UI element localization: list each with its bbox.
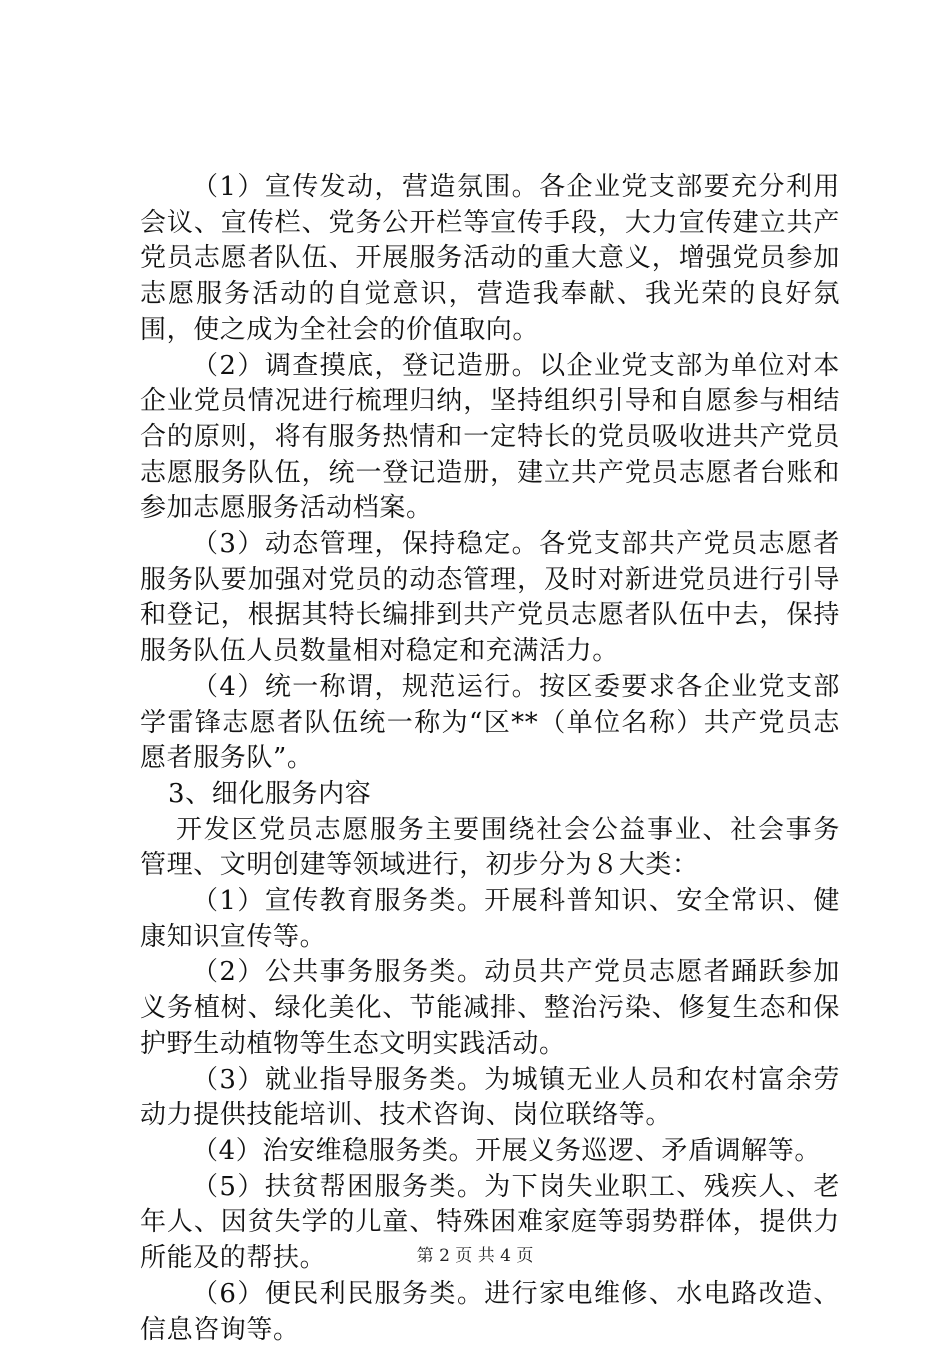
paragraph-category-convenience-services: （6）便民利民服务类。进行家电维修、水电路改造、信息咨询等。 xyxy=(140,1278,840,1345)
paragraph-dynamic-management: （3）动态管理，保持稳定。各党支部共产党员志愿者服务队要加强对党员的动态管理，及时对新进党员进行引导和登记，根据其特长编排到共产党员志愿者队伍中去，保持服务队伍人员数量相对稳定和充满活力。 xyxy=(140,529,840,667)
paragraph-service-overview: 开发区党员志愿服务主要围绕社会公益事业、社会事务管理、文明创建等领域进行，初步分为８大类： xyxy=(140,814,840,881)
paragraph-category-public-affairs: （2）公共事务服务类。动员共产党员志愿者踊跃参加义务植树、绿化美化、节能减排、整治污染、修复生态和保护野生动植物等生态文明实践活动。 xyxy=(140,957,840,1059)
paragraph-survey-registration: （2）调查摸底，登记造册。以企业党支部为单位对本企业党员情况进行梳理归纳，坚持组织引导和自愿参与相结合的原则，将有服务热情和一定特长的党员吸收进共产党员志愿服务队伍，统一登记造册，建立共产党员志愿者台账和参加志愿服务活动档案。 xyxy=(140,350,840,524)
paragraph-category-publicity-education: （1）宣传教育服务类。开展科普知识、安全常识、健康知识宣传等。 xyxy=(140,886,840,952)
paragraph-category-employment-guidance: （3）就业指导服务类。为城镇无业人员和农村富余劳动力提供技能培训、技术咨询、岗位联络等。 xyxy=(140,1064,840,1131)
page-footer: 第 2 页 共 4 页 xyxy=(416,1246,534,1266)
paragraph-category-poverty-relief: （5）扶贫帮困服务类。为下岗失业职工、残疾人、老年人、因贫失学的儿童、特殊困难家庭等弱势群体，提供力所能及的帮扶。 xyxy=(140,1171,840,1274)
paragraph-category-public-security: （4）治安维稳服务类。开展义务巡逻、矛盾调解等。 xyxy=(192,1135,821,1166)
paragraph-unified-naming: （4）统一称谓，规范运行。按区委要求各企业党支部学雷锋志愿者队伍统一称为“区**（单位名称）共产党员志愿者服务队”。 xyxy=(140,671,840,774)
paragraph-publicity: （1）宣传发动，营造氛围。各企业党支部要充分利用会议、宣传栏、党务公开栏等宣传手段，大力宣传建立共产党员志愿者队伍、开展服务活动的重大意义，增强党员参加志愿服务活动的自觉意识，营造我奉献、我光荣的良好氛围，使之成为全社会的价值取向。 xyxy=(140,172,840,345)
document-body xyxy=(140,170,840,1348)
section-heading-service-content: 3、细化服务内容 xyxy=(168,778,372,809)
